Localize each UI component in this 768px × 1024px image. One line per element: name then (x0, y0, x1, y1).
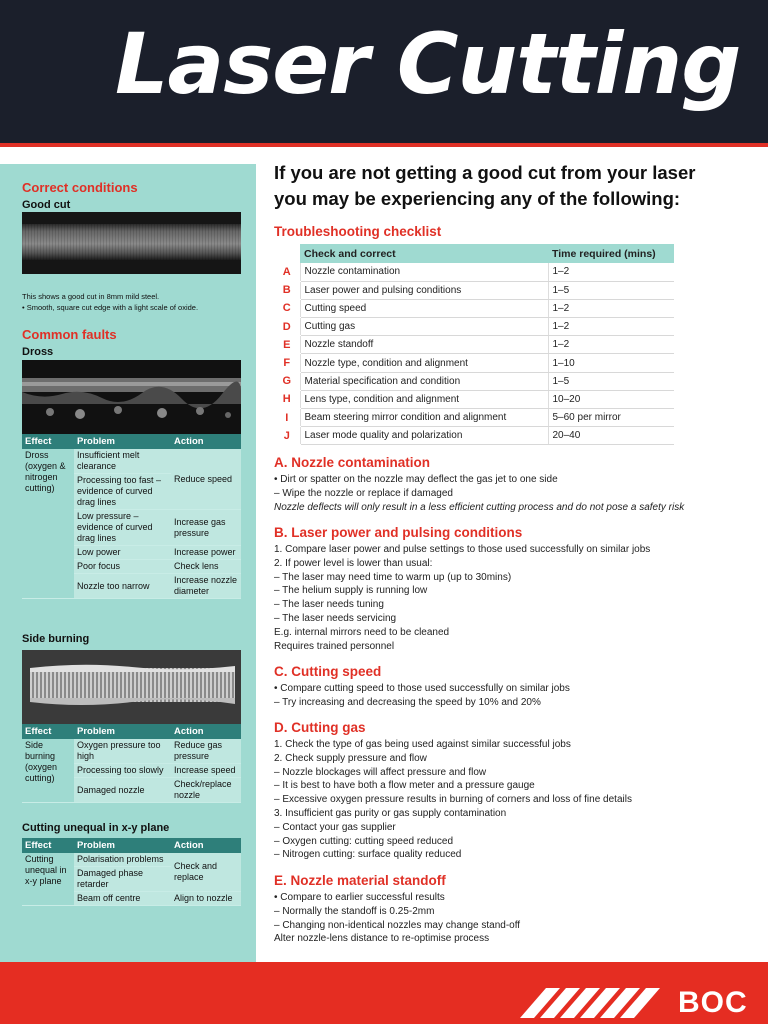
section-cutting-speed (274, 664, 754, 710)
section-line: – Nozzle blockages will affect pressure and flow (274, 766, 487, 778)
row-letter: H (274, 390, 300, 408)
row-letter: J (274, 427, 300, 445)
col-problem: Problem (74, 724, 171, 739)
problem-cell: Damaged nozzle (74, 778, 171, 803)
problem-cell: Processing too slowly (74, 764, 171, 778)
table-row (274, 299, 674, 317)
good-cut-label: Good cut (22, 199, 71, 211)
section-note: Nozzle deflects will only result in a less efficient cutting process and do not pose a safety risk (274, 501, 685, 513)
col-effect: Effect (22, 838, 74, 853)
section-line: 2. If power level is lower than usual: (274, 557, 433, 569)
section-line: Alter nozzle-lens distance to re-optimise process (274, 933, 490, 945)
action-cell: Check/replace nozzle (171, 778, 241, 803)
row-time: 5–60 per mirror (548, 409, 674, 427)
section-title: C. Cutting speed (274, 664, 382, 679)
side-burning-photo (22, 650, 241, 724)
action-cell: Check and replace (171, 853, 241, 892)
action-cell: Reduce speed (171, 449, 241, 510)
section-line: – The laser needs tuning (274, 599, 384, 611)
table-row (274, 354, 674, 372)
header-divider (0, 143, 768, 147)
intro-line-2: you may be experiencing any of the following: (274, 188, 681, 209)
checklist-table (274, 244, 674, 445)
action-cell: Check lens (171, 560, 241, 574)
problem-cell: Oxygen pressure too high (74, 739, 171, 764)
action-cell: Reduce gas pressure (171, 739, 241, 764)
effect-cell: Dross (oxygen & nitrogen cutting) (22, 449, 74, 599)
section-line: – Try increasing and decreasing the speed by 10% and 20% (274, 696, 541, 708)
col-action: Action (171, 838, 241, 853)
section-line: – Changing non-identical nozzles may change stand-off (274, 919, 521, 931)
effect-cell: Cutting unequal in x-y plane (22, 853, 74, 906)
intro-heading (274, 160, 754, 212)
side-burning-label: Side burning (22, 633, 90, 645)
row-task: Nozzle contamination (300, 263, 548, 281)
row-time: 1–2 (548, 263, 674, 281)
problem-cell: Processing too fast – evidence of curved drag lines (74, 474, 171, 510)
row-letter: E (274, 336, 300, 354)
unequal-cut-label: Cutting unequal in x-y plane (22, 822, 170, 834)
col-action: Action (171, 724, 241, 739)
section-line: 2. Check supply pressure and flow (274, 752, 427, 764)
action-cell: Increase gas pressure (171, 510, 241, 546)
col-problem: Problem (74, 434, 171, 449)
section-line: – Excessive oxygen pressure results in burning of corners and loss of fine details (274, 794, 632, 806)
section-line: – The laser needs servicing (274, 612, 397, 624)
row-time: 10–20 (548, 390, 674, 408)
problem-cell: Low pressure – evidence of curved drag lines (74, 510, 171, 546)
section-line: – Wipe the nozzle or replace if damaged (274, 487, 453, 499)
row-time: 1–5 (548, 372, 674, 390)
problem-cell: Damaged phase retarder (74, 867, 171, 892)
section-line: – Oxygen cutting: cutting speed reduced (274, 835, 454, 847)
row-letter: B (274, 281, 300, 299)
problem-cell: Polarisation problems (74, 853, 171, 867)
table-row (274, 372, 674, 390)
table-row (274, 336, 674, 354)
row-time: 1–2 (548, 336, 674, 354)
unequal-cut-table (22, 838, 241, 906)
section-line: • Compare to earlier successful results (274, 892, 445, 903)
good-cut-photo (22, 212, 241, 274)
dross-label: Dross (22, 346, 54, 358)
section-line: 1. Compare laser power and pulse settings to those used successfully on similar jobs (274, 544, 651, 555)
problem-cell: Poor focus (74, 560, 171, 574)
section-line: – Nitrogen cutting: surface quality reduced (274, 849, 462, 861)
side-burning-table (22, 724, 241, 803)
correct-conditions-heading: Correct conditions (22, 180, 138, 195)
row-letter: A (274, 263, 300, 281)
col-effect: Effect (22, 434, 74, 449)
section-title: A. Nozzle contamination (274, 455, 431, 470)
section-laser-power (274, 525, 754, 653)
section-line: 3. Insufficient gas purity or gas supply contamination (274, 807, 507, 819)
section-line: E.g. internal mirrors need to be cleaned (274, 626, 450, 638)
section-title: B. Laser power and pulsing conditions (274, 525, 523, 540)
checklist-heading: Troubleshooting checklist (274, 224, 442, 239)
common-faults-heading: Common faults (22, 327, 117, 342)
row-letter: D (274, 318, 300, 336)
section-nozzle-standoff (274, 873, 754, 946)
section-cutting-gas (274, 720, 754, 862)
table-row (274, 390, 674, 408)
row-time: 1–5 (548, 281, 674, 299)
section-line: Requires trained personnel (274, 640, 395, 652)
table-row (274, 427, 674, 445)
col-effect: Effect (22, 724, 74, 739)
section-line: – The laser may need time to warm up (up to 30mins) (274, 571, 512, 583)
row-task: Material specification and condition (300, 372, 548, 390)
section-title: E. Nozzle material standoff (274, 873, 446, 888)
good-cut-caption-1: This shows a good cut in 8mm mild steel. (22, 292, 160, 301)
page-header (0, 0, 768, 143)
boc-logo-text: BOC (678, 986, 748, 1019)
table-row (274, 263, 674, 281)
row-task: Lens type, condition and alignment (300, 390, 548, 408)
col-check-and-correct: Check and correct (300, 244, 548, 263)
section-nozzle-contamination (274, 455, 754, 514)
sidebar (0, 164, 256, 962)
row-task: Laser mode quality and polarization (300, 427, 548, 445)
row-task: Cutting gas (300, 318, 548, 336)
problem-cell: Nozzle too narrow (74, 574, 171, 599)
action-cell: Increase speed (171, 764, 241, 778)
row-time: 20–40 (548, 427, 674, 445)
col-action: Action (171, 434, 241, 449)
row-task: Nozzle type, condition and alignment (300, 354, 548, 372)
row-task: Beam steering mirror condition and alignment (300, 409, 548, 427)
col-problem: Problem (74, 838, 171, 853)
section-line: 1. Check the type of gas being used against similar successful jobs (274, 739, 571, 750)
row-time: 1–2 (548, 318, 674, 336)
problem-cell: Low power (74, 546, 171, 560)
good-cut-caption-2: • Smooth, square cut edge with a light scale of oxide. (22, 303, 199, 312)
row-letter: F (274, 354, 300, 372)
intro-line-1: If you are not getting a good cut from your laser (274, 162, 696, 183)
action-cell: Align to nozzle (171, 892, 241, 906)
problem-cell: Beam off centre (74, 892, 171, 906)
section-line: – Contact your gas supplier (274, 821, 396, 833)
row-letter: C (274, 299, 300, 317)
row-time: 1–10 (548, 354, 674, 372)
page-title: Laser Cutting (115, 15, 741, 113)
row-task: Laser power and pulsing conditions (300, 281, 548, 299)
table-row (274, 281, 674, 299)
section-line: – The helium supply is running low (274, 585, 428, 597)
letter-col (274, 244, 300, 263)
dross-photo (22, 360, 241, 434)
action-cell: Increase power (171, 546, 241, 560)
dross-table (22, 434, 241, 599)
table-row (274, 409, 674, 427)
effect-cell: Side burning (oxygen cutting) (22, 739, 74, 803)
section-line: – Normally the standoff is 0.25-2mm (274, 905, 435, 917)
action-cell: Increase nozzle diameter (171, 574, 241, 599)
row-task: Cutting speed (300, 299, 548, 317)
section-title: D. Cutting gas (274, 720, 366, 735)
problem-cell: Insufficient melt clearance (74, 449, 171, 474)
table-row (274, 318, 674, 336)
row-task: Nozzle standoff (300, 336, 548, 354)
section-line: • Dirt or spatter on the nozzle may deflect the gas jet to one side (274, 474, 558, 485)
row-time: 1–2 (548, 299, 674, 317)
col-time-required: Time required (mins) (548, 244, 674, 263)
section-line: – It is best to have both a flow meter and a pressure gauge (274, 780, 535, 792)
row-letter: G (274, 372, 300, 390)
row-letter: I (274, 409, 300, 427)
section-line: • Compare cutting speed to those used successfully on similar jobs (274, 683, 570, 694)
